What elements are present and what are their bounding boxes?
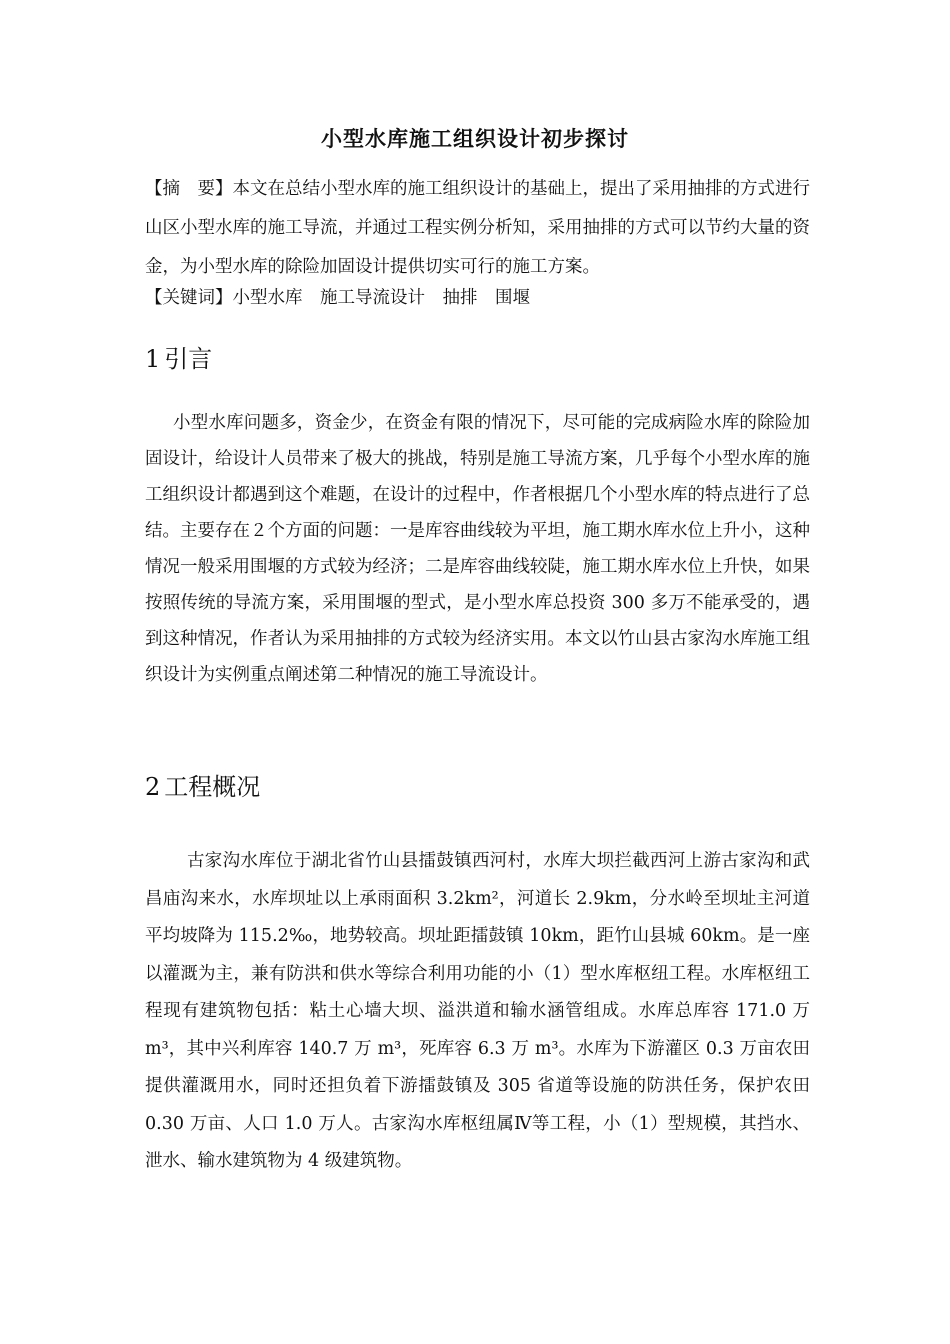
section-body-project-overview: 古家沟水库位于湖北省竹山县擂鼓镇西河村，水库大坝拦截西河上游古家沟和武昌庙沟来水，水库坝址以上承雨面积 3.2km²，河道长 2.9km，分水岭至坝址主河道平均坡降为 115.2‰，地势较高。坝址距擂鼓镇 10km，距竹山县城 60km。是一座以灌溉为主，兼有防洪和供水等综合利用功能的小（1）型水库枢纽工程。水库枢纽工程现有建筑物包括：粘土心墙大坝、溢洪道和输水涵管组成。水库总库容 171.0 万 m³，其中兴利库容 140.7 万 m³，死库容 6.3 万 m³。水库为下游灌区 0.3 万亩农田提供灌溉用水，同时还担负着下游擂鼓镇及 305 省道等设施的防洪任务，保护农田 0.30 万亩、人口 1.0 万人。古家沟水库枢纽属Ⅳ等工程，小（1）型规模，其挡水、泄水、输水建筑物为 4 级建筑物。 xyxy=(145,851,810,1171)
section-number: 2 xyxy=(145,773,161,801)
abstract-paragraph: 【摘 要】本文在总结小型水库的施工组织设计的基础上，提出了采用抽排的方式进行山区小型水库的施工导流，并通过工程实例分析知，采用抽排的方式可以节约大量的资金，为小型水库的除险加固设计提供切实可行的施工方案。 xyxy=(145,179,810,277)
section-body-introduction: 小型水库问题多，资金少，在资金有限的情况下，尽可能的完成病险水库的除险加固设计，给设计人员带来了极大的挑战，特别是施工导流方案，几乎每个小型水库的施工组织设计都遇到这个难题，在设计的过程中，作者根据几个小型水库的特点进行了总结。主要存在２个方面的问题：一是库容曲线较为平坦，施工期水库水位上升小，这种情况一般采用围堰的方式较为经济；二是库容曲线较陡，施工期水库水位上升快，如果按照传统的导流方案，采用围堰的型式，是小型水库总投资 300 多万不能承受的，遇到这种情况，作者认为采用抽排的方式较为经济实用。本文以竹山县古家沟水库施工组织设计为实例重点阐述第二种情况的施工导流设计。 xyxy=(145,413,810,685)
keywords-line: 【关键词】小型水库 施工导流设计 抽排 围堰 xyxy=(145,288,530,308)
section-number: 1 xyxy=(145,345,161,373)
section-heading-introduction xyxy=(145,342,212,376)
section-heading-project-overview xyxy=(145,770,260,804)
document-title: 小型水库施工组织设计初步探讨 xyxy=(321,126,629,151)
section-title: 引言 xyxy=(164,345,213,373)
section-title: 工程概况 xyxy=(164,773,261,801)
